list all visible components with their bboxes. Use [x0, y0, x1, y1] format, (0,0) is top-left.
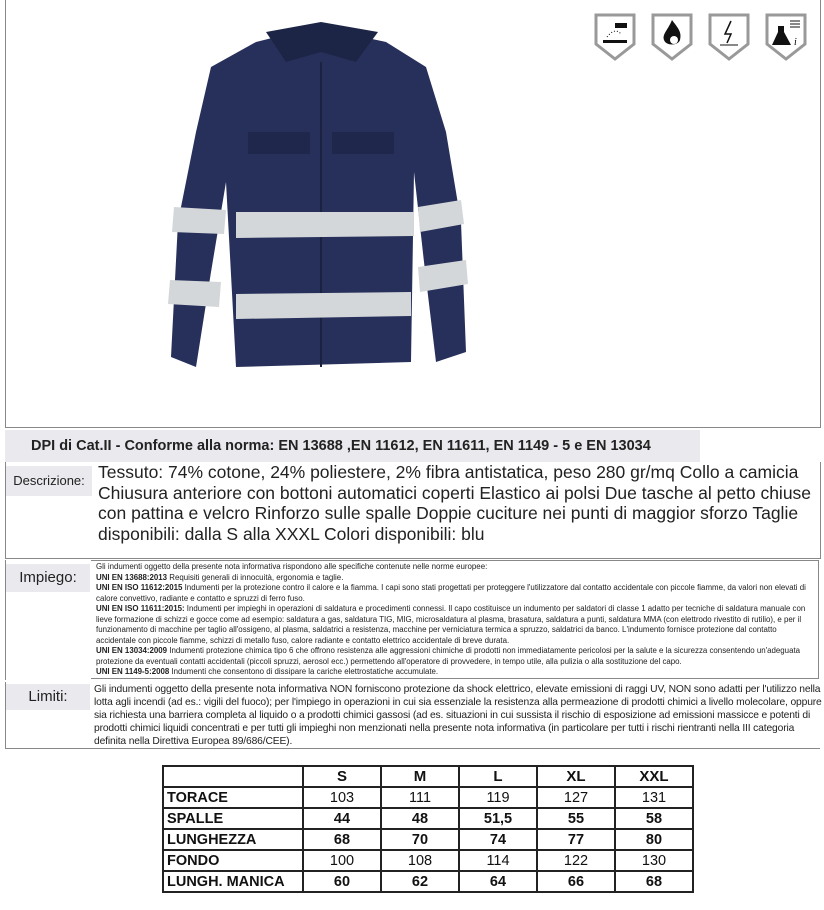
usage-norm-item: [96, 646, 818, 667]
table-row: [163, 829, 693, 850]
size-table: [162, 765, 694, 893]
welding-shield-icon: [593, 12, 637, 62]
svg-text:i: i: [794, 37, 797, 48]
cell: 119: [459, 787, 537, 808]
norm-text: Indumenti per la protezione contro il calore e la fiamma. I capi sono stati progettati per proteggere l'utilizzatore dal contatto accidentale con piccole fiamme, da valori non elevati di calore convettivo, radiante e contatto e spruzzi di ferro fuso.: [96, 583, 806, 603]
dpi-norm-first: EN 13688: [278, 438, 347, 454]
header-cell: [163, 766, 303, 787]
norm-code: UNI EN 13688:2013: [96, 572, 168, 582]
cell: 127: [537, 787, 615, 808]
row-label: TORACE: [163, 787, 303, 808]
cell: 55: [537, 808, 615, 829]
usage-intro: Gli indumenti oggetto della presente nota informativa rispondono alle specifiche contenute nelle norme europee:: [96, 562, 488, 571]
limits-label: Limiti:: [6, 684, 90, 710]
protection-icons: [593, 12, 808, 62]
cell: 48: [381, 808, 459, 829]
norm-text: Indumenti protezione chimica tipo 6 che offrono resistenza alle aggressioni chimiche di prodotti non immediatamente pericolosi per la salute e la sicurezza consentendo un'adeguata protezione da eventuali contatti accidentali (piccoli spruzzi, aerosol ecc.) permettendo all'operatore di provvedere, in tempo utile, alla pulizia o alla sostituzione del capo.: [96, 646, 801, 666]
cell: 103: [303, 787, 381, 808]
usage-label: Impiego:: [6, 564, 90, 592]
cell: 111: [381, 787, 459, 808]
cell: 62: [381, 871, 459, 892]
row-label: LUNGH. MANICA: [163, 871, 303, 892]
usage-norm-item: [96, 604, 818, 646]
cell: 122: [537, 850, 615, 871]
cell: 68: [303, 829, 381, 850]
header-cell: XXL: [615, 766, 693, 787]
header-cell: XL: [537, 766, 615, 787]
header-cell: M: [381, 766, 459, 787]
norm-code: UNI EN ISO 11612:2015: [96, 583, 183, 592]
row-label: FONDO: [163, 850, 303, 871]
jacket-image: [156, 22, 486, 372]
norm-code: UNI EN ISO 11611:2015:: [96, 604, 185, 613]
norm-text: Indumenti che consentono di dissipare la cariche elettrostatiche accumulate.: [169, 667, 439, 676]
norm-text: Requisiti generali di innocuità, ergonomia e taglie.: [167, 572, 344, 582]
row-label: LUNGHEZZA: [163, 829, 303, 850]
cell: 74: [459, 829, 537, 850]
cell: 44: [303, 808, 381, 829]
size-table-header: [163, 766, 693, 787]
table-row: [163, 787, 693, 808]
usage-norm-item: [96, 667, 818, 678]
cell: 70: [381, 829, 459, 850]
flame-shield-icon: [650, 12, 694, 62]
cell: 80: [615, 829, 693, 850]
cell: 58: [615, 808, 693, 829]
usage-text: [91, 560, 819, 679]
cell: 100: [303, 850, 381, 871]
cell: 77: [537, 829, 615, 850]
electric-arc-shield-icon: [707, 12, 751, 62]
table-row: [163, 808, 693, 829]
cell: 51,5: [459, 808, 537, 829]
product-image-section: [5, 0, 821, 428]
cell: 66: [537, 871, 615, 892]
description-section: [5, 462, 821, 559]
usage-section: [5, 560, 820, 680]
limits-section: [5, 682, 820, 749]
limits-text: Gli indumenti oggetto della presente nota informativa NON forniscono protezione da shock elettrico, elevate emissioni di raggi UV, NON sono adatti per l'utilizzo nella lotta agli incendi (ad es.: vigili del fuoco); per l'impiego in operazioni in cui sia essenziale la resistenza alla permeazione di prodotti chimici a livello molecolare, oppure sia richiesta una barriera completa al liquido o a prodotti chimici gassosi (ad es. situazioni in cui sussista il rischio di esposizione ad emissioni massicce e potenti di prodotti chimici liquidi concentrati e per tutti gli impieghi non menzionati nella presente nota informativa (in particolare per tutti i rischi rientranti nella III categoria definita nella Direttiva Europea 89/686/CEE).: [94, 684, 822, 747]
norm-code: UNI EN 1149-5:2008: [96, 667, 170, 676]
cell: 114: [459, 850, 537, 871]
header-cell: L: [459, 766, 537, 787]
cell: 60: [303, 871, 381, 892]
header-cell: S: [303, 766, 381, 787]
norm-code: UNI EN 13034:2009: [96, 646, 168, 655]
cell: 68: [615, 871, 693, 892]
table-row: [163, 871, 693, 892]
table-row: [163, 850, 693, 871]
usage-norm-item: [96, 573, 818, 584]
cell: 108: [381, 850, 459, 871]
norm-text: Indumenti per impieghi in operazioni di saldatura e procedimenti connessi. Il capo costituisce un indumento per saldatori di classe 1 adatto per tecniche di saldatura manuale con lieve formazione di schizzi e gocce come ad esempio: saldatura a gas, saldatura TIG, MIG, microsaldatura al plasma, brasatura, saldatura a punti, saldatura MMA (con elettrodo rivestito di rutilio), e per il funzionamento di macchine per taglio all'ossigeno, al plasma, saldatrici a resistenza, macchine per verniciatura termica a spruzzo, saldatrici da banco. L'indumento fornisce protezione dal contatto accidentale con piccole fiamme, schizzi di metallo fuso, calore radiante e contatto elettrico accidentale di breve durata.: [96, 604, 806, 645]
cell: 64: [459, 871, 537, 892]
chemical-shield-icon: [764, 12, 808, 62]
dpi-prefix: DPI di Cat.II - Conforme alla norma:: [31, 438, 275, 454]
cell: 131: [615, 787, 693, 808]
description-text: Tessuto: 74% cotone, 24% poliestere, 2% fibra antistatica, peso 280 gr/mq Collo a camicia Chiusura anteriore con bottoni automatici coperti Elastico ai polsi Due tasche al petto chiuse con pattina e velcro Rinforzo sulle spalle Doppie cuciture nei punti di maggior sforzo Taglie disponibili: dalla S alla XXXL Colori disponibili: blu: [98, 462, 812, 544]
description-label: Descrizione:: [6, 466, 92, 496]
row-label: SPALLE: [163, 808, 303, 829]
dpi-compliance-bar: [5, 430, 700, 462]
cell: 130: [615, 850, 693, 871]
dpi-norms: ,EN 11612, EN 11611, EN 1149 - 5 e EN 13034: [346, 438, 651, 454]
usage-norm-item: [96, 583, 818, 604]
